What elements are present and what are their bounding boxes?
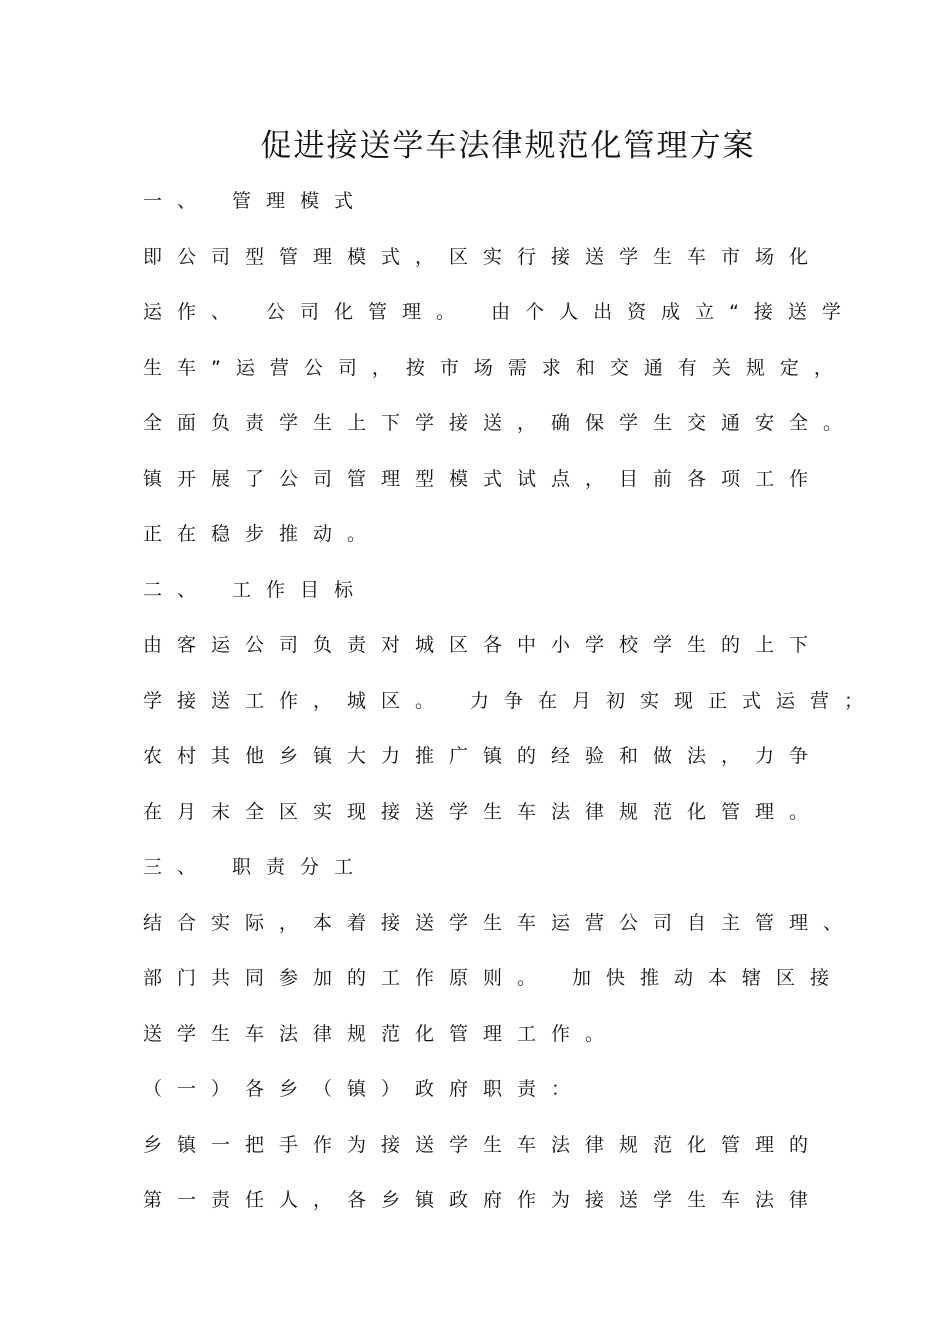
body-line: 部门共同参加的工作原则。 加快推动本辖区接: [143, 967, 845, 989]
subsection-heading-1: （一）各乡（镇）政府职责：: [143, 1078, 586, 1100]
body-line: 农村其他乡镇大力推广镇的经验和做法，力争: [143, 745, 824, 767]
body-line: 运作、 公司化管理。 由个人出资成立“接送学: [143, 301, 856, 323]
body-line: 生车”运营公司，按市场需求和交通有关规定，: [143, 356, 848, 379]
document-title: 促进接送学车法律规范化管理方案: [260, 128, 756, 164]
body-line: 结合实际，本着接送学生车运营公司自主管理、: [143, 911, 858, 934]
section-heading-3: 三、 职责分工: [143, 856, 369, 878]
body-line: 正在稳步推动。: [143, 523, 382, 545]
body-line: 镇开展了公司管理型模式试点，目前各项工作: [143, 467, 824, 490]
section-heading-1: 一、 管理模式: [143, 190, 369, 212]
document-body: [143, 179, 879, 1234]
body-line: 在月末全区实现接送学生车法律规范化管理。: [143, 800, 824, 823]
body-line: 送学生车法律规范化管理工作。: [143, 1022, 620, 1045]
body-line: 由客运公司负责对城区各中小学校学生的上下: [143, 634, 824, 656]
body-line: 第一责任人，各乡镇政府作为接送学生车法律: [143, 1189, 824, 1211]
body-line: 全面负责学生上下学接送，确保学生交通安全。: [143, 412, 858, 434]
body-line: 学接送工作，城区。 力争在月初实现正式运营；: [143, 689, 879, 712]
body-line: 乡镇一把手作为接送学生车法律规范化管理的: [143, 1133, 824, 1156]
body-line: 即公司型管理模式，区实行接送学生车市场化: [143, 245, 824, 268]
section-heading-2: 二、 工作目标: [143, 578, 369, 601]
